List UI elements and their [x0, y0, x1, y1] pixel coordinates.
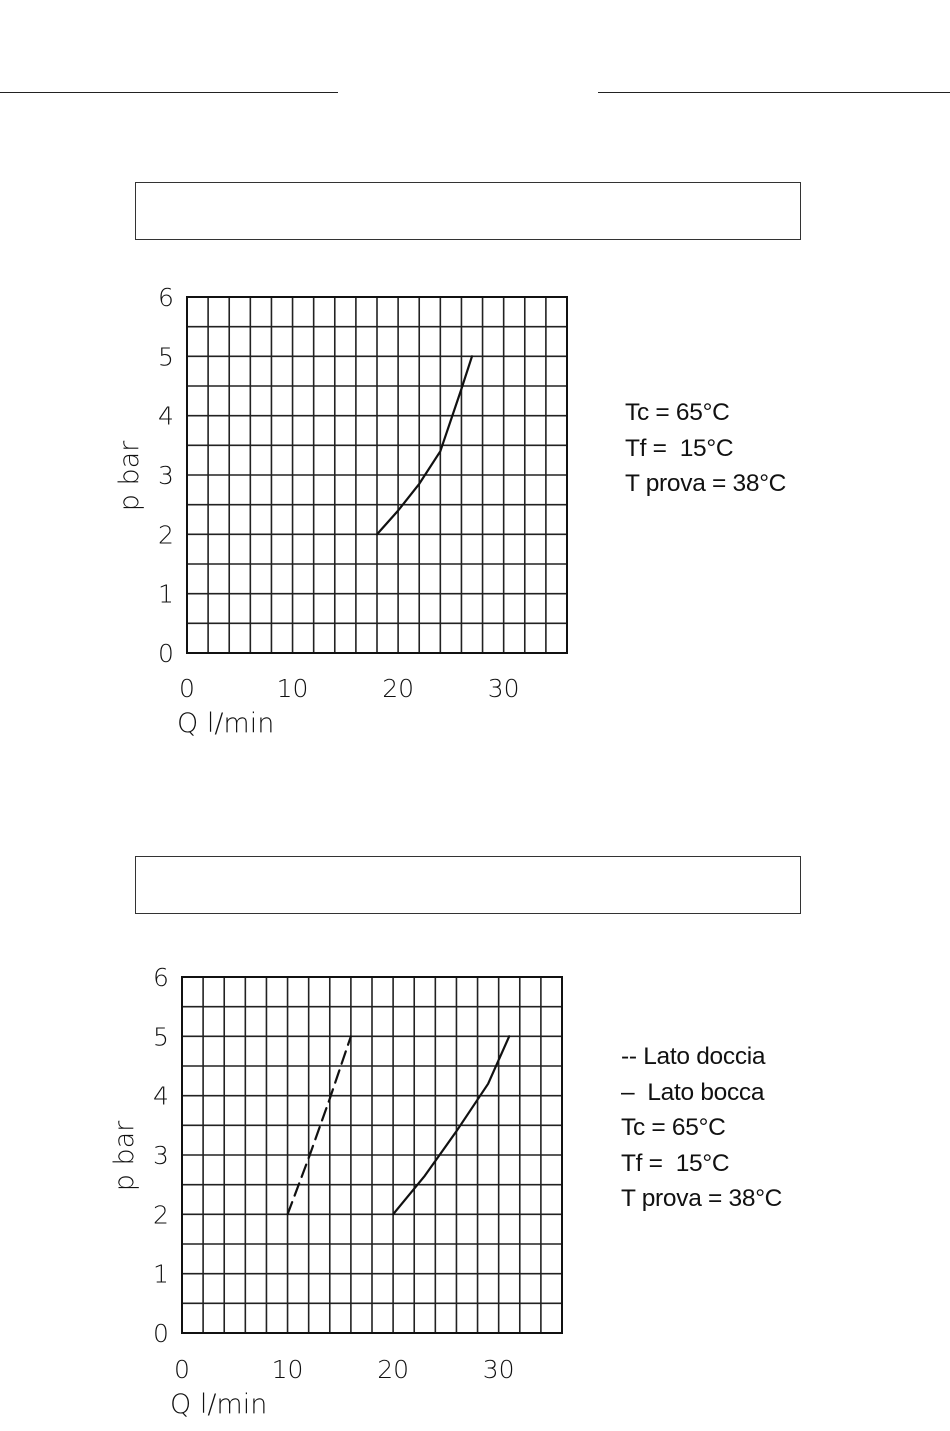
- x-tick-label: 30: [482, 1355, 515, 1384]
- chart-1-legend-item: T prova = 38°C: [625, 470, 787, 497]
- chart-1-legend-item: Tf = 15°C: [625, 434, 734, 462]
- x-tick-label: 0: [179, 674, 195, 703]
- x-axis-label: Q l/min: [177, 708, 275, 739]
- y-tick-label: 6: [158, 283, 174, 312]
- chart-2-legend-item: – Lato bocca: [621, 1078, 765, 1106]
- y-tick-label: 3: [153, 1141, 169, 1170]
- x-tick-label: 10: [271, 1355, 304, 1384]
- x-tick-label: 0: [174, 1355, 190, 1384]
- y-tick-label: 0: [153, 1319, 169, 1348]
- y-tick-label: 4: [158, 401, 174, 431]
- y-tick-label: 6: [153, 963, 169, 992]
- chart-2-legend-item: Tf = 15°C: [621, 1149, 730, 1177]
- y-tick-label: 1: [158, 579, 174, 609]
- chart-2-legend-item: T prova = 38°C: [621, 1185, 783, 1212]
- y-tick-label: 5: [153, 1022, 169, 1052]
- x-tick-label: 30: [487, 674, 520, 703]
- y-tick-label: 4: [153, 1081, 169, 1111]
- x-tick-label: 10: [276, 674, 309, 703]
- y-axis-label: p bar: [114, 440, 145, 512]
- chart-2-legend-item: Tc = 65°C: [621, 1114, 726, 1141]
- x-axis-label: Q l/min: [170, 1389, 268, 1420]
- y-tick-label: 0: [158, 639, 174, 668]
- x-tick-label: 20: [377, 1355, 410, 1384]
- chart-2-legend: [621, 1039, 782, 1217]
- y-tick-label: 2: [158, 520, 174, 550]
- x-tick-label: 20: [382, 674, 415, 703]
- y-tick-label: 3: [158, 461, 174, 490]
- chart-1-legend-item: Tc = 65°C: [625, 399, 730, 426]
- chart-2-legend-item: -- Lato doccia: [621, 1043, 766, 1070]
- y-axis-label: p bar: [109, 1120, 140, 1192]
- y-tick-label: 2: [153, 1200, 169, 1230]
- grid: [182, 977, 562, 1333]
- y-tick-label: 1: [153, 1259, 169, 1289]
- y-tick-label: 5: [158, 342, 174, 372]
